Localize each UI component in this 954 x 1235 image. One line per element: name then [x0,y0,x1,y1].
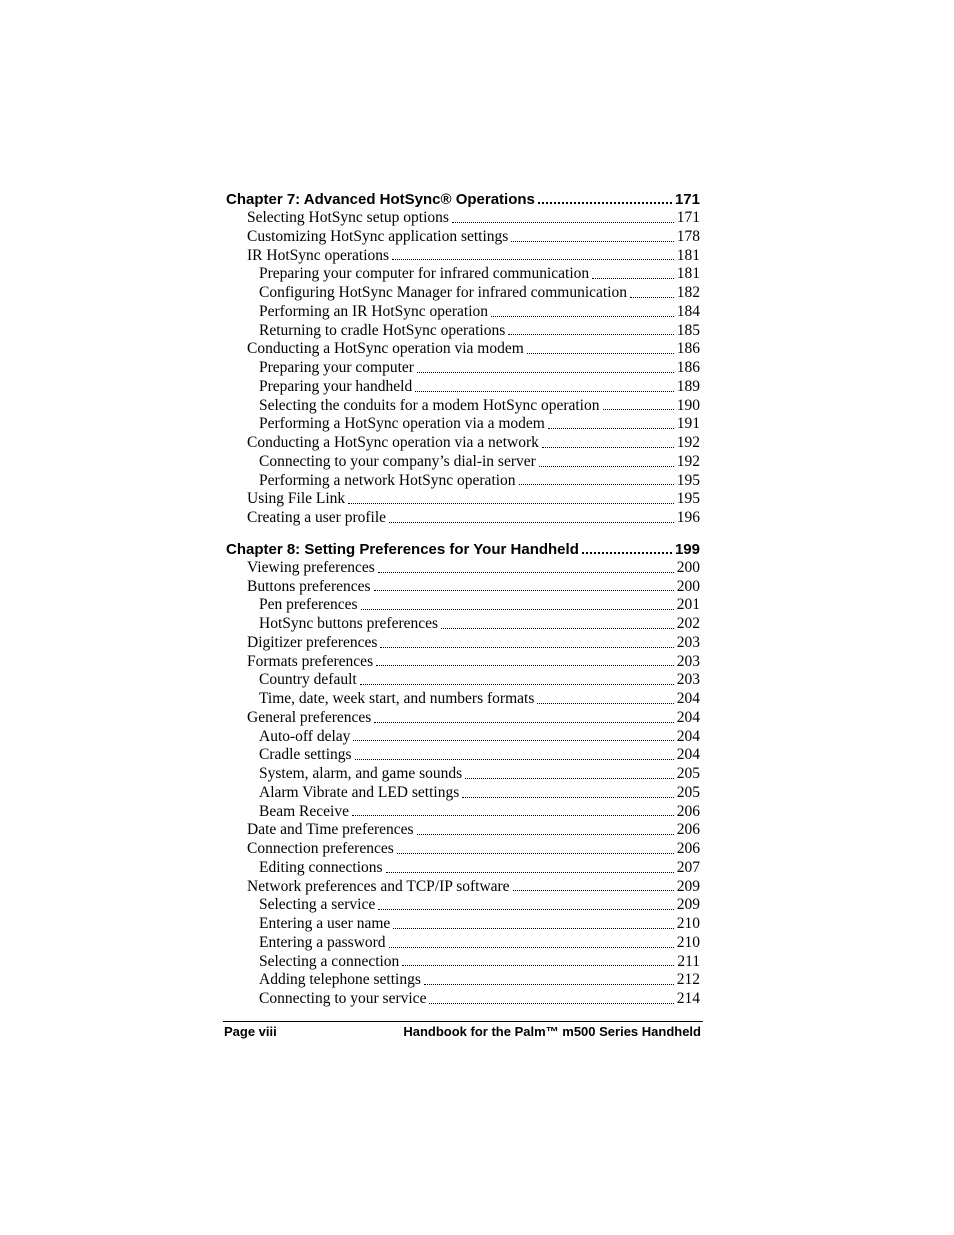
toc-entry[interactable] [226,559,700,578]
dot-leader [603,409,675,410]
entry-title: Entering a password [259,933,386,951]
dot-leader [441,628,674,629]
dot-leader [462,797,674,798]
page-number: 204 [676,746,700,764]
page-number: 192 [676,434,700,451]
page-number: 202 [676,615,700,632]
toc-entry[interactable] [226,322,700,341]
page-number: 171 [676,209,700,226]
toc-entry[interactable] [226,934,700,953]
toc-entry[interactable] [226,397,700,416]
page-number: 209 [676,877,700,895]
chapter-title: Chapter 7: Advanced HotSync® Operations [226,191,535,208]
page-number: 190 [676,396,700,414]
dot-leader [491,316,674,317]
dot-leader [402,965,674,966]
entry-title: Cradle settings [259,746,352,764]
dot-leader [374,722,674,723]
toc-entry[interactable] [226,915,700,934]
entry-title: Preparing your handheld [259,377,413,395]
page-number-label: Page viii [224,1024,277,1039]
dot-leader [389,522,674,523]
page-number: 201 [676,596,700,614]
dot-leader [386,872,674,873]
dot-leader [348,503,674,504]
page-number: 205 [676,783,700,801]
dot-leader [527,353,674,354]
entry-title: Buttons preferences [247,577,371,595]
toc-entry[interactable] [226,671,700,690]
section-gap [226,528,700,540]
toc-entry[interactable] [226,228,700,247]
dot-leader [424,984,674,985]
entry-title: Preparing your computer [259,359,414,376]
toc-entry[interactable] [226,378,700,397]
dot-leader [630,297,674,298]
dot-leader [465,778,674,779]
page-number: 186 [676,359,700,376]
entry-title: Selecting a connection [259,952,400,970]
page-number: 210 [676,915,700,932]
entry-title: Connecting to your company’s dial-in server [259,452,536,470]
entry-title: Auto-off delay [259,727,351,745]
entry-title: Customizing HotSync application settings [247,227,509,245]
dot-leader [511,241,674,242]
entry-title: Conducting a HotSync operation via modem [247,340,524,358]
entry-title: Configuring HotSync Manager for infrared communication [259,284,628,301]
dot-leader [417,834,674,835]
page-number: 209 [676,896,700,914]
dot-leader [353,740,674,741]
toc-entry[interactable] [226,990,700,1009]
dot-leader [378,909,674,910]
toc-entry[interactable] [226,615,700,634]
toc-entry[interactable] [226,709,700,728]
entry-title: Beam Receive [259,802,349,820]
toc-entry[interactable] [226,472,700,491]
toc-entry[interactable] [226,878,700,897]
page-number: 191 [676,415,700,433]
dot-leader [417,372,674,373]
dot-leader [592,278,674,279]
dot-leader [537,703,674,704]
entry-title: Preparing your computer for infrared communication [259,265,590,283]
entry-title: Selecting the conduits for a modem HotSync operation [259,396,600,414]
dot-leader [415,391,674,392]
dot-leader [389,947,674,948]
entry-title: IR HotSync operations [247,246,390,264]
page-number: 212 [676,971,700,989]
page-number: 203 [676,652,700,670]
toc-entry[interactable] [226,971,700,990]
page-number: 196 [676,509,700,526]
toc-entry[interactable] [226,453,700,472]
entry-title: Digitizer preferences [247,633,378,651]
toc-entry[interactable] [226,490,700,509]
page-number: 181 [676,246,700,264]
dot-leader [397,853,674,854]
entry-title: Network preferences and TCP/IP software [247,877,510,895]
dot-leader [361,609,674,610]
entry-title: Selecting HotSync setup options [247,209,449,226]
toc-entry[interactable] [226,746,700,765]
dot-leader [376,665,674,666]
page-number: 184 [676,302,700,320]
dot-leader [352,815,674,816]
entry-title: Conducting a HotSync operation via a network [247,434,539,451]
dot-leader [538,202,672,204]
entry-title: Entering a user name [259,915,391,932]
page-number: 189 [676,377,700,395]
entry-title: HotSync buttons preferences [259,615,439,632]
book-title: Handbook for the Palm™ m500 Series Handheld [403,1024,701,1039]
page-number: 181 [676,265,700,283]
entry-title: Performing an IR HotSync operation [259,302,489,320]
dot-leader [519,484,674,485]
page-number: 203 [676,671,700,689]
toc-chapter-heading[interactable] [226,540,700,559]
dot-leader [355,759,674,760]
page-number: 195 [676,490,700,508]
dot-leader [374,590,674,591]
page-number: 200 [676,558,700,576]
entry-title: General preferences [247,708,372,726]
toc-entry[interactable] [226,765,700,784]
entry-title: Date and Time preferences [247,821,414,839]
toc-entry[interactable] [226,578,700,597]
entry-title: Selecting a service [259,896,376,914]
table-of-contents [226,190,700,1009]
entry-title: Alarm Vibrate and LED settings [259,783,460,801]
entry-title: Editing connections [259,858,383,876]
entry-title: Pen preferences [259,596,358,614]
chapter-title: Chapter 8: Setting Preferences for Your Handheld [226,540,579,558]
toc-entry[interactable] [226,803,700,822]
page-number: 204 [676,690,700,707]
entry-title: Viewing preferences [247,558,375,576]
toc-entry[interactable] [226,303,700,322]
page-number: 214 [676,990,700,1007]
dot-leader [429,1003,674,1004]
page-number: 186 [676,340,700,358]
dot-leader [380,647,674,648]
entry-title: Country default [259,671,357,689]
page-number: 204 [676,708,700,726]
page-number: 206 [676,821,700,839]
page-number: 207 [676,858,700,876]
toc-entry[interactable] [226,359,700,378]
toc-entry[interactable] [226,340,700,359]
toc-entry[interactable] [226,840,700,859]
toc-entry[interactable] [226,634,700,653]
page-number: 206 [676,840,700,857]
entry-title: Connecting to your service [259,990,427,1007]
toc-entry[interactable] [226,859,700,878]
toc-entry[interactable] [226,509,700,528]
toc-entry[interactable] [226,247,700,266]
entry-title: Formats preferences [247,652,374,670]
entry-title: Connection preferences [247,840,394,857]
dot-leader [508,334,674,335]
entry-title: Performing a network HotSync operation [259,471,516,489]
dot-leader [392,259,674,260]
toc-entry[interactable] [226,415,700,434]
toc-entry[interactable] [226,209,700,228]
page-number: 171 [674,191,700,208]
footer-divider [223,1021,703,1022]
dot-leader [548,428,674,429]
dot-leader [542,447,674,448]
toc-entry[interactable] [226,596,700,615]
entry-title: Using File Link [247,490,346,508]
page-number: 192 [676,452,700,470]
toc-chapter-heading[interactable] [226,190,700,209]
toc-entry[interactable] [226,896,700,915]
dot-leader [513,890,674,891]
dot-leader [452,222,674,223]
toc-entry[interactable] [226,728,700,747]
page-number: 185 [676,321,700,339]
dot-leader [378,572,674,573]
page-number: 182 [676,284,700,301]
toc-entry[interactable] [226,784,700,803]
toc-entry[interactable] [226,821,700,840]
entry-title: Creating a user profile [247,509,387,526]
toc-entry[interactable] [226,265,700,284]
page-number: 206 [676,802,700,820]
page-number: 195 [676,471,700,489]
page-number: 205 [676,765,700,782]
toc-entry[interactable] [226,653,700,672]
page-number: 203 [676,633,700,651]
dot-leader [582,552,672,554]
dot-leader [393,928,674,929]
toc-entry[interactable] [226,434,700,453]
toc-entry[interactable] [226,953,700,972]
page-number: 204 [676,727,700,745]
toc-entry[interactable] [226,690,700,709]
entry-title: Performing a HotSync operation via a modem [259,415,545,433]
page-number: 200 [676,577,700,595]
entry-title: Adding telephone settings [259,971,421,989]
dot-leader [360,684,674,685]
toc-entry[interactable] [226,284,700,303]
page-number: 210 [676,933,700,951]
entry-title: System, alarm, and game sounds [259,765,463,782]
entry-title: Time, date, week start, and numbers formats [259,690,535,707]
entry-title: Returning to cradle HotSync operations [259,321,506,339]
page-number: 211 [677,952,700,970]
dot-leader [539,466,674,467]
page-footer [224,1024,701,1039]
page-number: 199 [674,540,700,558]
page-number: 178 [676,227,700,245]
